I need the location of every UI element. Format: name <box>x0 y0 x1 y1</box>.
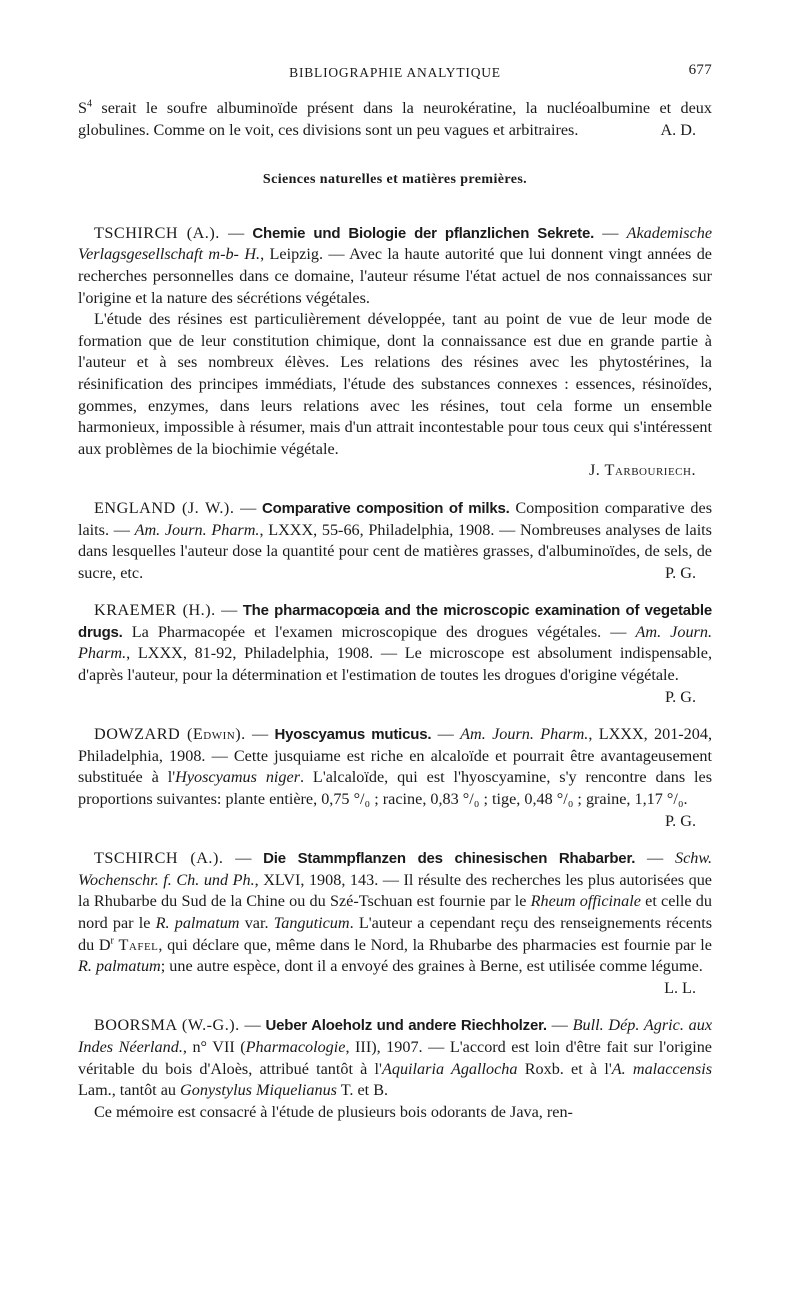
entry-author: BOORSMA (W.-G.). <box>94 1016 240 1035</box>
intro-paragraph: $S^4$ serait le soufre albuminoïde présent dans la neurokératine, la nucléoalbumine et deux globulines. Comme on le voit, ces divisions sont un peu vagues et arbitraires. A. D. <box>78 98 712 141</box>
entry-signature: P. G. <box>664 811 696 830</box>
entry-source: Akademische Verlagsgesellschaft m-b- H. <box>78 223 713 264</box>
species-name: Tanguticum <box>273 914 350 932</box>
entry-title: Hyoscyamus muticus. <box>274 726 432 744</box>
entry-source: Am. Journ. Pharm. <box>460 725 589 744</box>
entry-source: Am. Journ. Pharm. <box>134 520 260 539</box>
entry-title: The pharmacopœia and the microscopic examination of vegetable drugs. <box>78 602 713 641</box>
journal-page <box>78 60 712 1123</box>
entry-title: Die Stammpflanzen des chinesischen Rhabarber. <box>263 850 636 868</box>
running-title: BIBLIOGRAPHIE ANALYTIQUE <box>289 65 501 80</box>
review-entry-england-milks: ENGLAND (J. W.). — Comparative composition of milks. Composition comparative des laits. — Am. Journ. Pharm., LXXX, 55-66, Philadelphia, 1908. — Nombreuses analyses de laits dans lesquelles l'auteur dose la quantité pour cent de matières grasses, d'albuminoïdes, de sels, de sucre, etc. P. G. <box>78 498 712 584</box>
entry-signature: P. G. <box>664 563 696 582</box>
entry-signature: J. Tarbouriech. <box>588 461 696 480</box>
review-entry-kraemer-pharmacopoeia: KRAEMER (H.). — The pharmacopœia and the microscopic examination of vegetable drugs. La Pharmacopée et l'examen microscopique des drogues végétales. — Am. Journ. Pharm., LXXX, 81-92, Philadelphia, 1908. — Le microscope est absolument indispensable, d'après l'auteur, pour la détermination et l'estimation de toutes les drogues d'origine végétale. P. G. <box>78 600 712 708</box>
entry-signature: L. L. <box>664 978 696 997</box>
entry-source: Schw. Wochenschr. f. Ch. und Ph. <box>78 849 713 889</box>
entry-source: Pharmacologie <box>245 1037 346 1056</box>
species-name: R. palmatum <box>155 914 240 932</box>
review-entry-dowzard-hyoscyamus: DOWZARD (Edwin). — Hyoscyamus muticus. — Am. Journ. Pharm., LXXX, 201-204, Philadelphia, 1908. — Cette jusquiame est riche en alcaloïde et pourrait être avantageusement substituée à l'Hyoscyamus niger. L'alcaloïde, qui est l'hyoscyamine, s'y rencontre dans les proportions suivantes: plante entière, 0,75 °/₀ ; racine, 0,83 °/₀ ; tige, 0,48 °/₀ ; graine, 1,17 °/₀. P. G. <box>78 724 712 832</box>
review-entry-tschirch-rhabarber: TSCHIRCH (A.). — Die Stammpflanzen des chinesischen Rhabarber. — Schw. Wochenschr. f. Ch. und Ph., XLVI, 1908, 143. — Il résulte des recherches les plus autorisées que la Rhubarbe du Sud de la Chine ou du Szé-Tschuan est fournie par le Rheum officinale et celle du nord par le R. palmatum var. Tanguticum. L'auteur a cependant reçu des renseignements récents du $D^r$ Tafel, qui déclare que, même dans le Nord, la Rhubarbe des pharmacies est fournie par le R. palmatum; une autre espèce, dont il a envoyé des graines à Berne, est utilisée comme légume. L. L. <box>78 848 712 999</box>
entry-author: TSCHIRCH (A.). <box>94 223 220 242</box>
entry-source: Am. Journ. Pharm. <box>78 622 712 663</box>
entry-paragraph: Ce mémoire est consacré à l'étude de plusieurs bois odorants de Java, ren- <box>94 1102 573 1121</box>
species-name: Rheum officinale <box>530 892 641 911</box>
entry-title: Chemie und Biologie der pflanzlichen Sekrete. <box>252 224 595 242</box>
entry-title: Comparative composition of milks. <box>262 499 510 517</box>
running-header <box>78 60 712 84</box>
entry-author: ENGLAND (J. W.). <box>94 498 235 517</box>
species-name: Hyoscyamus niger <box>175 768 300 787</box>
species-name: A. malaccensis <box>611 1059 712 1078</box>
entry-title: Ueber Aloeholz und andere Riechholzer. <box>265 1017 547 1035</box>
intro-signature: A. D. <box>660 120 696 139</box>
species-name: Gonystylus Miquelianus <box>180 1081 337 1100</box>
entry-source: Bull. Dép. Agric. aux Indes Néerland. <box>78 1016 713 1056</box>
entry-author: KRAEMER (H.). <box>94 601 216 620</box>
page-number: 677 <box>688 62 712 78</box>
person-name: Tafel <box>118 935 159 954</box>
entry-signature: P. G. <box>664 687 696 706</box>
review-entry-boorsma-aloeholz: BOORSMA (W.-G.). — Ueber Aloeholz und andere Riechholzer. — Bull. Dép. Agric. aux Indes Néerland., n° VII (Pharmacologie, III), 1907. — L'accord est loin d'être fait sur l'origine véritable du bois d'Aloès, attribué tantôt à l'Aquilaria Agallocha Roxb. et à l'A. malaccensis Lam., tantôt au Gonystylus Miquelianus T. et B. Ce mémoire est consacré à l'étude de plusieurs bois odorants de Java, ren- <box>78 1015 712 1123</box>
section-title: Sciences naturelles et matières premières. <box>262 172 528 188</box>
species-name: Aquilaria Agallocha <box>381 1059 518 1078</box>
species-name: R. palmatum <box>78 957 161 976</box>
entry-paragraph: L'étude des résines est particulièrement développée, tant au point de vue de leur mode de formation que de leur constitution chimique, dont la connaissance est due en grande partie à l'auteur et à ses nombreux élèves. Les relations des résines avec les phytostérines, la résinification des principes immédiats, l'étude des substances connexes : essences, résinoïdes, gommes, enzymes, dans leurs relations avec les résines, tout cela forme un ensemble harmonieux, impossible à résumer, mais d'un attrait incontestable pour tous ceux qui s'intéressent aux problèmes de la biochimie végétale. <box>78 310 712 458</box>
entry-author: TSCHIRCH (A.). <box>94 849 224 868</box>
review-entry-tschirch-sekrete: TSCHIRCH (A.). — Chemie und Biologie der pflanzlichen Sekrete. — Akademische Verlagsgesellschaft m-b- H., Leipzig. — Avec la haute autorité que lui donnent vingt années de recherches personnelles dans ce domaine, l'auteur résume l'état actuel de nos connaissances sur l'origine et la nature des sécrétions végétales. L'étude des résines est particulièrement développée, tant au point de vue de leur mode de formation que de leur constitution chimique, dont la connaissance est due en grande partie à l'auteur et à ses nombreux élèves. Les relations des résines avec les phytostérines, la résinification des principes immédiats, l'étude des substances connexes : essences, résinoïdes, gommes, enzymes, dans leurs relations avec les résines, tout cela forme un ensemble harmonieux, impossible à résumer, mais d'un attrait incontestable pour tous ceux qui s'intéressent aux problèmes de la biochimie végétale. J. Tarbouriech. <box>78 223 712 482</box>
entry-author: DOWZARD (Edwin). <box>94 725 246 744</box>
